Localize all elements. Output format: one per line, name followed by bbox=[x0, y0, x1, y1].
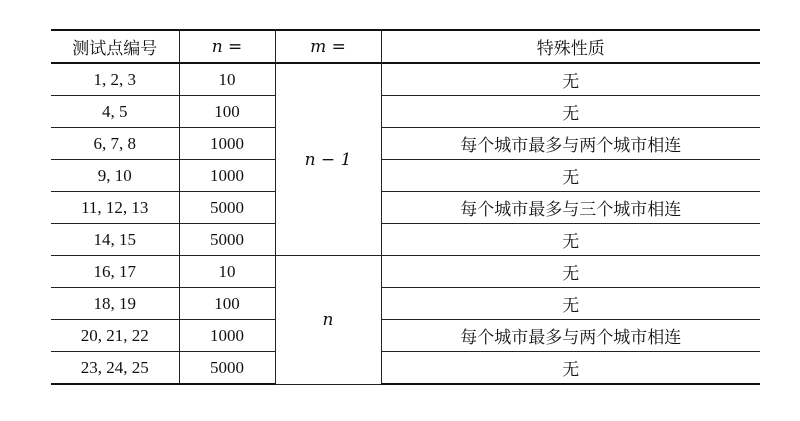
table-row bbox=[51, 160, 760, 192]
cell-n-value: 1000 bbox=[179, 128, 275, 160]
cell-n-value: 10 bbox=[179, 256, 275, 288]
header-special-property: 特殊性质 bbox=[381, 30, 760, 63]
cell-test-ids: 1, 2, 3 bbox=[51, 63, 179, 96]
cell-special-property: 每个城市最多与两个城市相连 bbox=[381, 320, 760, 352]
table-row bbox=[51, 288, 760, 320]
table-body bbox=[51, 63, 760, 384]
table-row bbox=[51, 256, 760, 288]
cell-test-ids: 4, 5 bbox=[51, 96, 179, 128]
header-n: n = bbox=[179, 30, 275, 63]
cell-test-ids: 18, 19 bbox=[51, 288, 179, 320]
cell-special-property: 无 bbox=[381, 224, 760, 256]
cell-special-property: 无 bbox=[381, 288, 760, 320]
cell-m-value: n − 1 bbox=[275, 63, 381, 256]
table-row bbox=[51, 128, 760, 160]
cell-test-ids: 9, 10 bbox=[51, 160, 179, 192]
header-test-id: 测试点编号 bbox=[51, 30, 179, 63]
cell-test-ids: 20, 21, 22 bbox=[51, 320, 179, 352]
cell-n-value: 1000 bbox=[179, 160, 275, 192]
cell-test-ids: 6, 7, 8 bbox=[51, 128, 179, 160]
cell-special-property: 无 bbox=[381, 96, 760, 128]
cell-test-ids: 23, 24, 25 bbox=[51, 352, 179, 385]
cell-special-property: 无 bbox=[381, 352, 760, 385]
cell-n-value: 10 bbox=[179, 63, 275, 96]
cell-n-value: 100 bbox=[179, 288, 275, 320]
cell-n-value: 100 bbox=[179, 96, 275, 128]
cell-n-value: 5000 bbox=[179, 192, 275, 224]
cell-m-value: n bbox=[275, 256, 381, 385]
cell-special-property: 每个城市最多与三个城市相连 bbox=[381, 192, 760, 224]
cell-n-value: 1000 bbox=[179, 320, 275, 352]
table-row bbox=[51, 224, 760, 256]
cell-special-property: 无 bbox=[381, 160, 760, 192]
table-row bbox=[51, 352, 760, 385]
cell-special-property: 无 bbox=[381, 63, 760, 96]
table-row bbox=[51, 320, 760, 352]
table-row bbox=[51, 96, 760, 128]
cell-special-property: 每个城市最多与两个城市相连 bbox=[381, 128, 760, 160]
table-row bbox=[51, 63, 760, 96]
test-point-table bbox=[51, 29, 760, 385]
cell-special-property: 无 bbox=[381, 256, 760, 288]
cell-test-ids: 11, 12, 13 bbox=[51, 192, 179, 224]
cell-test-ids: 14, 15 bbox=[51, 224, 179, 256]
header-m: m = bbox=[275, 30, 381, 63]
table-header-row bbox=[51, 30, 760, 63]
cell-n-value: 5000 bbox=[179, 224, 275, 256]
table-row bbox=[51, 192, 760, 224]
cell-test-ids: 16, 17 bbox=[51, 256, 179, 288]
cell-n-value: 5000 bbox=[179, 352, 275, 385]
